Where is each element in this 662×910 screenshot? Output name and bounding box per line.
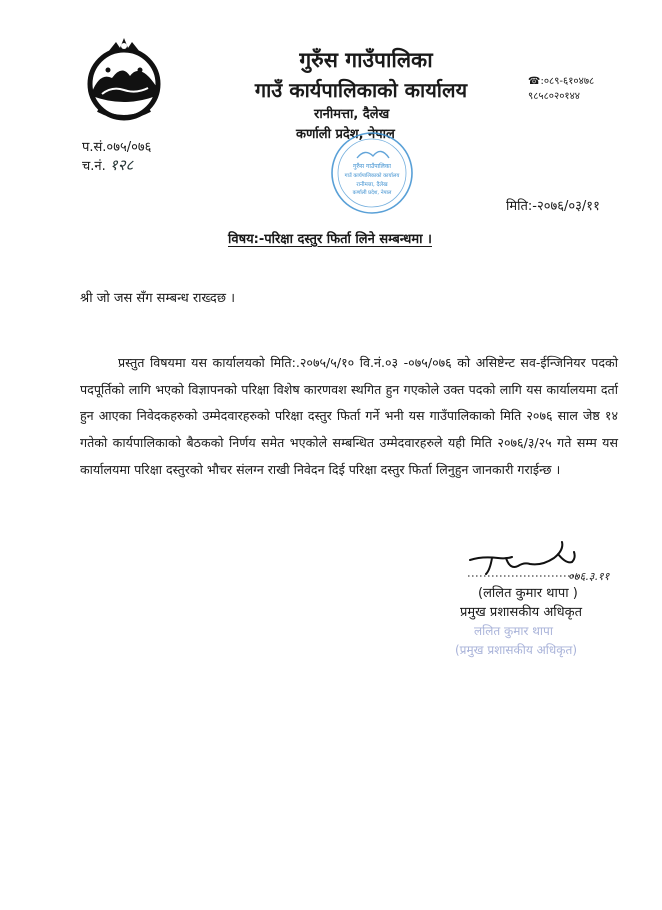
phone-number-1: ☎:०८९-६१०४७८	[528, 76, 595, 87]
office-stamp	[327, 128, 417, 218]
stamp-line-4: कर्णाली प्रदेश, नेपाल	[352, 190, 392, 196]
chalani-label: च.नं.	[82, 159, 106, 174]
stamp-line-3: रानीमत्ता, दैलेख	[356, 182, 388, 188]
title-stamp: (प्रमुख प्रशासकीय अधिकृत)	[455, 643, 578, 657]
chalani-number-row	[82, 155, 133, 175]
chalani-number: १२८	[109, 156, 134, 174]
signature-date: ०७६.३.११	[568, 570, 610, 583]
org-name: गुरुँस गाउँपालिका	[299, 48, 433, 72]
address-line-2: कर्णाली प्रदेश, नेपाल	[296, 127, 395, 142]
letter-body: प्रस्तुत विषयमा यस कार्यालयको मिति:.२०७५/५/१० वि.नं.०३ -०७५/०७६ को असिष्टेन्ट सव-ईन्जिनियर पदको पदपूर्तिको लागि भएको विज्ञापनको परिक्षा विशेष कारणवश स्थगित हुन गएकोले उक्त पदको लागि यस कार्यालयमा दर्ता हुन आएका निवेदकहरुको उम्मेदवारहरुको परिक्षा दस्तुर फिर्ता गर्ने भनी यस गाउँपालिकाको मिति २०७६ साल जेष्ठ १४ गतेको कार्यपालिकाको बैठकको निर्णय समेत भएकोले सम्बन्धित उम्मेदवारहरुले यही मिति २०७६/३/२५ गते सम्म यस कार्यालयमा परिक्षा दस्तुरको भौचर संलग्न राखी निवेदन दिई परिक्षा दस्तुर फिर्ता लिनुहुन जानकारी गराईन्छ ।	[80, 355, 618, 477]
phone-number-2: ९८५८०२०१४४	[528, 91, 580, 102]
signatory-name: (ललित कुमार थापा )	[478, 586, 578, 601]
stamp-line-2: गाउँ कार्यपालिकाको कार्यालय	[344, 173, 400, 179]
signatory-title: प्रमुख प्रशासकीय अधिकृत	[460, 605, 583, 620]
office-name: गाउँ कार्यपालिकाको कार्यालय	[254, 78, 468, 102]
name-stamp: ललित कुमार थापा	[474, 624, 553, 638]
address-line-1: रानीमत्ता, दैलेख	[314, 107, 390, 122]
salutation: श्री जो जस सँग सम्बन्ध राख्दछ ।	[80, 291, 236, 306]
stamp-line-1: गुरुँस गाउँपालिका	[353, 163, 391, 170]
patra-sankhya: प.सं.०७५/०७६	[82, 140, 152, 155]
letter-date: मिति:-२०७६/०३/११	[506, 199, 600, 214]
contact-numbers	[528, 74, 594, 104]
letter-subject: विषय:-परिक्षा दस्तुर फिर्ता लिने सम्बन्धमा ।	[228, 232, 432, 247]
